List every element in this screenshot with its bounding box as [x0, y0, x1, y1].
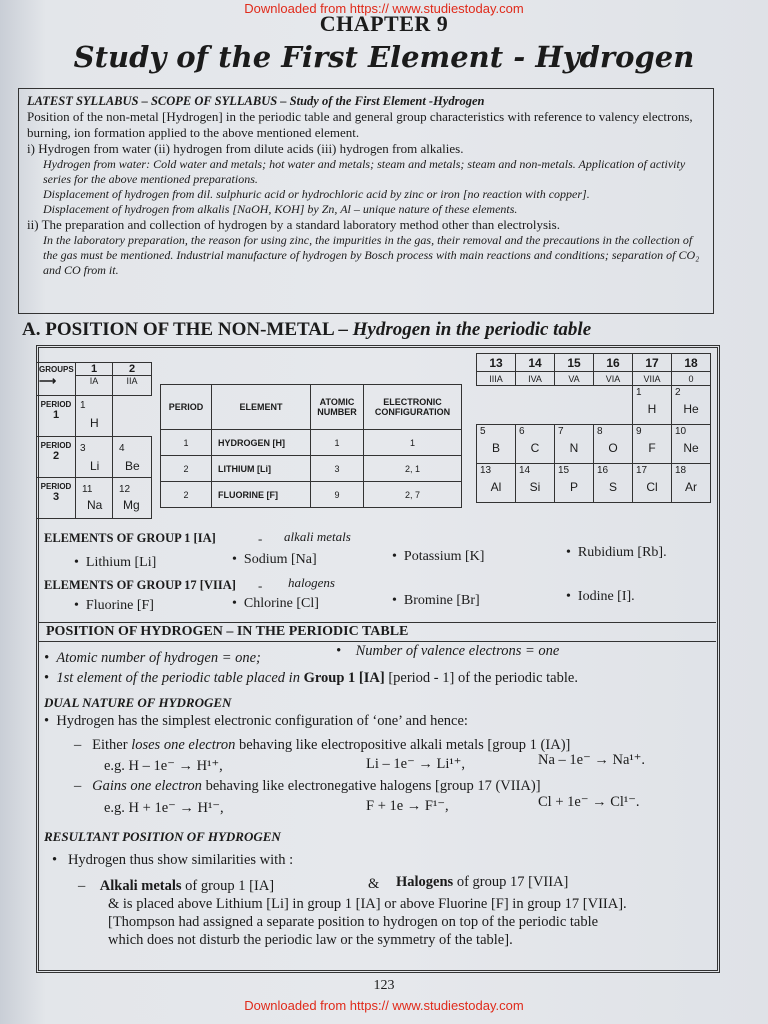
o-symbol: O [608, 441, 618, 455]
group1-item: • Sodium [Na] [232, 552, 317, 567]
ar-symbol: Ar [685, 480, 697, 494]
group1-item: • Rubidium [Rb]. [566, 545, 667, 560]
item-text: Iodine [I]. [577, 589, 635, 604]
resultant-heading: RESULTANT POSITION OF HYDROGEN [44, 829, 281, 844]
element-h-left [75, 395, 113, 437]
group-1-text: Group 1 [IA] [303, 670, 385, 686]
section-a-italic: Hydrogen in the periodic table [352, 319, 592, 340]
p-symbol: P [569, 480, 578, 494]
alkali-text: behaving like electropositive alkali metals [group 1 (IA)] [235, 737, 571, 753]
group-18: 18 [672, 354, 711, 372]
period-3-row [477, 464, 711, 503]
item-text: Rubidium [Rb]. [577, 545, 667, 560]
element-f [633, 425, 672, 464]
ampersand: & [368, 876, 380, 892]
group-2-number: 2 [113, 363, 151, 376]
syllabus-item1-detail3: Displacement of hydrogen from alkalis [NaOH, KOH] by Zn, Al – unique nature of these elements. [43, 202, 518, 216]
halogens-line [396, 874, 568, 891]
si-symbol: Si [529, 480, 541, 494]
cl-number: 17 [636, 465, 648, 476]
chapter-title: Study of the First Element - Hydrogen [73, 40, 695, 74]
period-label: PERIOD [40, 482, 72, 491]
example-loss-li: Li – 1e⁻ → Li¹⁺, [366, 756, 465, 772]
alkali-bold: Alkali metals [99, 878, 182, 894]
ne-symbol: Ne [683, 441, 699, 455]
element-si [516, 464, 555, 503]
group1-dash: - [258, 531, 263, 546]
halogens-group: of group 17 [VIIA] [453, 874, 569, 890]
h-symbol: H [647, 402, 657, 416]
cell: 1 [364, 430, 462, 456]
group-17: 17 [633, 354, 672, 372]
header-atomic-number: ATOMIC NUMBER [311, 385, 364, 430]
alkali-metals-line: – Alkali metals of group 1 [IA] [78, 878, 275, 894]
bullet-first-element: • 1st element of the periodic table placed in Group 1 [IA] [period - 1] of the periodic table. [44, 670, 578, 686]
halogens-bold: Halogens [396, 874, 454, 890]
group-14: 14 [516, 354, 555, 372]
group-15: 15 [555, 354, 594, 372]
arrow-icon: ⟶ [39, 374, 57, 388]
al-number: 13 [480, 465, 492, 476]
group17-dash: - [258, 578, 263, 593]
groups-13-18-table [476, 353, 711, 503]
item-text: Chlorine [Cl] [243, 596, 319, 611]
cell: 1 [161, 430, 212, 456]
cell: 2, 1 [364, 456, 462, 482]
li-number: 3 [80, 443, 86, 454]
element-he [672, 386, 711, 425]
group-1-roman: IA [89, 376, 99, 386]
element-al [477, 464, 516, 503]
placement-line: & is placed above Lithium [Li] in group 1 [IA] or above Fluorine [F] in group 17 [VIIA]. [108, 896, 627, 912]
element-config-table [160, 384, 462, 508]
bullet-atomic-number: • Atomic number of hydrogen = one; [44, 650, 261, 666]
item-text: Sodium [Na] [243, 552, 317, 567]
example-loss-na: Na – 1e⁻ → Na¹⁺. [538, 752, 646, 768]
either-text: Either [92, 737, 132, 753]
syllabus-item1-detail2: Displacement of hydrogen from dil. sulphuric acid or hydrochloric acid by zinc or iron [no reaction with copper]. [43, 187, 590, 201]
group1-item: • Potassium [K] [392, 549, 485, 564]
first-element-text: 1st element of the periodic table placed in [56, 670, 304, 686]
period-text: [period - 1] of the periodic table. [384, 670, 578, 686]
section-a-heading [22, 319, 591, 341]
item-text: Bromine [Br] [403, 593, 480, 608]
mg-symbol: Mg [123, 498, 140, 512]
f-number: 9 [636, 426, 642, 437]
group17-item: • Bromine [Br] [392, 593, 480, 608]
syllabus-item1-detail1: Hydrogen from water: Cold water and metals; hot water and metals; steam and metals; steam and non-metals. Application of activity series for the above mentioned preparations. [43, 157, 686, 186]
empty-cell [477, 386, 633, 425]
element-na-left [75, 477, 113, 519]
period-2-number: 2 [52, 450, 60, 462]
syllabus-item2: ii) The preparation and collection of hydrogen by a standard laboratory method other than electrolysis. [27, 217, 560, 232]
o-number: 8 [597, 426, 603, 437]
header-configuration: ELECTRONIC CONFIGURATION [364, 385, 462, 430]
syllabus-line1: Position of the non-metal [Hydrogen] in the periodic table and general group characteristics with reference to valency electrons, burning, ion formation applied to the above mentioned element. [27, 109, 693, 140]
period-2-label [36, 436, 76, 478]
gains-text: Gains one electron [92, 778, 202, 794]
element-ar [672, 464, 711, 503]
li-symbol: Li [90, 459, 100, 473]
group17-item: • Iodine [I]. [566, 589, 635, 604]
syllabus-item1: i) Hydrogen from water (ii) hydrogen from dilute acids (iii) hydrogen from alkalies. [27, 141, 464, 156]
roman-16: VIA [594, 372, 633, 386]
element-p [555, 464, 594, 503]
period-3-label [36, 477, 76, 519]
example-gain-f: F + 1e → F¹⁻, [366, 798, 449, 814]
cell: 2, 7 [364, 482, 462, 508]
period-1-number: 1 [52, 409, 60, 421]
n-symbol: N [569, 441, 579, 455]
element-o [594, 425, 633, 464]
n-number: 7 [558, 426, 564, 437]
example-gain-cl: Cl + 1e⁻ → Cl¹⁻. [538, 794, 640, 810]
group-1-number: 1 [76, 363, 112, 376]
b-symbol: B [491, 441, 500, 455]
f-symbol: F [648, 441, 656, 455]
group17-item: • Chlorine [Cl] [232, 596, 319, 611]
watermark-top[interactable]: Downloaded from https:// www.studiestoday.com [244, 1, 524, 16]
dual-nature-heading: DUAL NATURE OF HYDROGEN [44, 695, 232, 710]
item-text: Lithium [Li] [85, 555, 157, 570]
simplest-config-text: Hydrogen has the simplest electronic configuration of ‘one’ and hence: [56, 713, 468, 729]
element-ne [672, 425, 711, 464]
header-period: PERIOD [161, 385, 212, 430]
thompson-line-2: which does not disturb the periodic law or the symmetry of the table]. [108, 932, 513, 948]
ne-number: 10 [675, 426, 687, 437]
he-number: 2 [675, 387, 681, 398]
watermark-bottom[interactable]: Downloaded from https:// www.studiestoday.com [244, 998, 524, 1013]
group-13: 13 [477, 354, 516, 372]
ar-number: 18 [675, 465, 687, 476]
item-text: Potassium [K] [403, 549, 485, 564]
gains-electron-line: – Gains one electron behaving like electronegative halogens [group 17 (VIIA)] [74, 778, 541, 794]
group17-label: ELEMENTS OF GROUP 17 [VIIA] [44, 578, 236, 592]
cell: 2 [161, 456, 212, 482]
group-16: 16 [594, 354, 633, 372]
group-1-header [75, 362, 113, 396]
element-h-right [633, 386, 672, 425]
cell: 1 [311, 430, 364, 456]
element-b [477, 425, 516, 464]
example-gain-h: e.g. H + 1e⁻ → H¹⁻, [104, 800, 224, 816]
period-1-label [36, 395, 76, 437]
element-cl [633, 464, 672, 503]
si-number: 14 [519, 465, 531, 476]
al-symbol: Al [490, 480, 502, 494]
cell: 3 [311, 456, 364, 482]
syllabus-box [18, 88, 714, 314]
period-3-number: 3 [52, 491, 60, 503]
h-number: 1 [80, 400, 86, 411]
he-symbol: He [683, 402, 699, 416]
group1-label: ELEMENTS OF GROUP 1 [IA] [44, 531, 216, 545]
group-2-header [112, 362, 152, 396]
similarities-text: Hydrogen thus show similarities with : [67, 852, 294, 868]
roman-17: VIIA [633, 372, 672, 386]
c-number: 6 [519, 426, 525, 437]
roman-13: IIIA [477, 372, 516, 386]
s-symbol: S [608, 480, 617, 494]
alkali-group: of group 1 [IA] [181, 878, 275, 894]
s-number: 16 [597, 465, 609, 476]
table-header-row [161, 385, 462, 430]
header-element: ELEMENT [212, 385, 311, 430]
roman-14: IVA [516, 372, 555, 386]
group17-item: • Fluorine [F] [74, 598, 154, 613]
loses-text: loses one electron [131, 737, 236, 753]
na-number: 11 [82, 484, 93, 495]
period-2-row [477, 425, 711, 464]
thompson-line: [Thompson had assigned a separate position to hydrogen on top of the periodic table [108, 914, 599, 930]
p-number: 15 [558, 465, 570, 476]
element-be-left [112, 436, 152, 478]
h-symbol: H [90, 416, 99, 430]
element-li-left [75, 436, 113, 478]
mg-number: 12 [119, 484, 131, 495]
c-symbol: C [530, 441, 540, 455]
position-heading: POSITION OF HYDROGEN – IN THE PERIODIC TABLE [38, 622, 716, 642]
section-a-bold: A. POSITION OF THE NON-METAL – [22, 319, 353, 340]
valence-text: Number of valence electrons = one [355, 643, 560, 659]
groups-label: GROUPS [39, 365, 74, 374]
table-row [161, 482, 462, 508]
element-c [516, 425, 555, 464]
element-n [555, 425, 594, 464]
valence-electrons: • Number of valence electrons = one [336, 643, 560, 659]
table-row [161, 456, 462, 482]
group17-name: halogens [288, 575, 335, 590]
chapter-label: CHAPTER 9 [319, 11, 449, 36]
syllabus-item2-detail: In the laboratory preparation, the reason for using zinc, the impurities in the gas, their removal and the precautions in the collection of the gas must be mentioned. Industrial manufacture of hydrogen by Bosch process with main reactions and conditions; separation of CO₂ and CO from it. [43, 233, 700, 277]
example-loss-h: e.g. H – 1e⁻ → H¹⁺, [104, 758, 223, 774]
cl-symbol: Cl [646, 480, 658, 494]
be-number: 4 [119, 443, 125, 454]
h-number: 1 [636, 387, 642, 398]
cell: 9 [311, 482, 364, 508]
na-symbol: Na [87, 498, 103, 512]
table-row [161, 430, 462, 456]
group1-name: alkali metals [284, 529, 351, 544]
atomic-number-text: Atomic number of hydrogen = one; [56, 650, 261, 666]
cell: 2 [161, 482, 212, 508]
bullet-similarities: • Hydrogen thus show similarities with : [52, 852, 294, 868]
period-label: PERIOD [40, 441, 72, 450]
bullet-simplest-config: • Hydrogen has the simplest electronic configuration of ‘one’ and hence: [44, 713, 468, 729]
group-number-row [477, 354, 711, 372]
item-text: Fluorine [F] [85, 598, 154, 613]
loses-electron-line: – Either loses one electron behaving like electropositive alkali metals [group 1 (IA)] [74, 737, 571, 753]
cell: FLUORINE [F] [212, 482, 311, 508]
group-2-roman: IIA [126, 376, 138, 386]
element-mg-left [112, 477, 152, 519]
page-number: 123 [373, 978, 395, 993]
cell: LITHIUM [Li] [212, 456, 311, 482]
group1-item: • Lithium [Li] [74, 555, 157, 570]
b-number: 5 [480, 426, 486, 437]
groups-header-cell [36, 362, 76, 396]
roman-18: 0 [672, 372, 711, 386]
period-1-row [477, 386, 711, 425]
halogen-text: behaving like electronegative halogens [group 17 (VIIA)] [201, 778, 541, 794]
period-label: PERIOD [40, 400, 72, 409]
group-roman-row [477, 372, 711, 386]
syllabus-heading: LATEST SYLLABUS – SCOPE OF SYLLABUS – Study of the First Element -Hydrogen [27, 94, 485, 108]
cell: HYDROGEN [H] [212, 430, 311, 456]
roman-15: VA [555, 372, 594, 386]
be-symbol: Be [125, 459, 140, 473]
element-s [594, 464, 633, 503]
